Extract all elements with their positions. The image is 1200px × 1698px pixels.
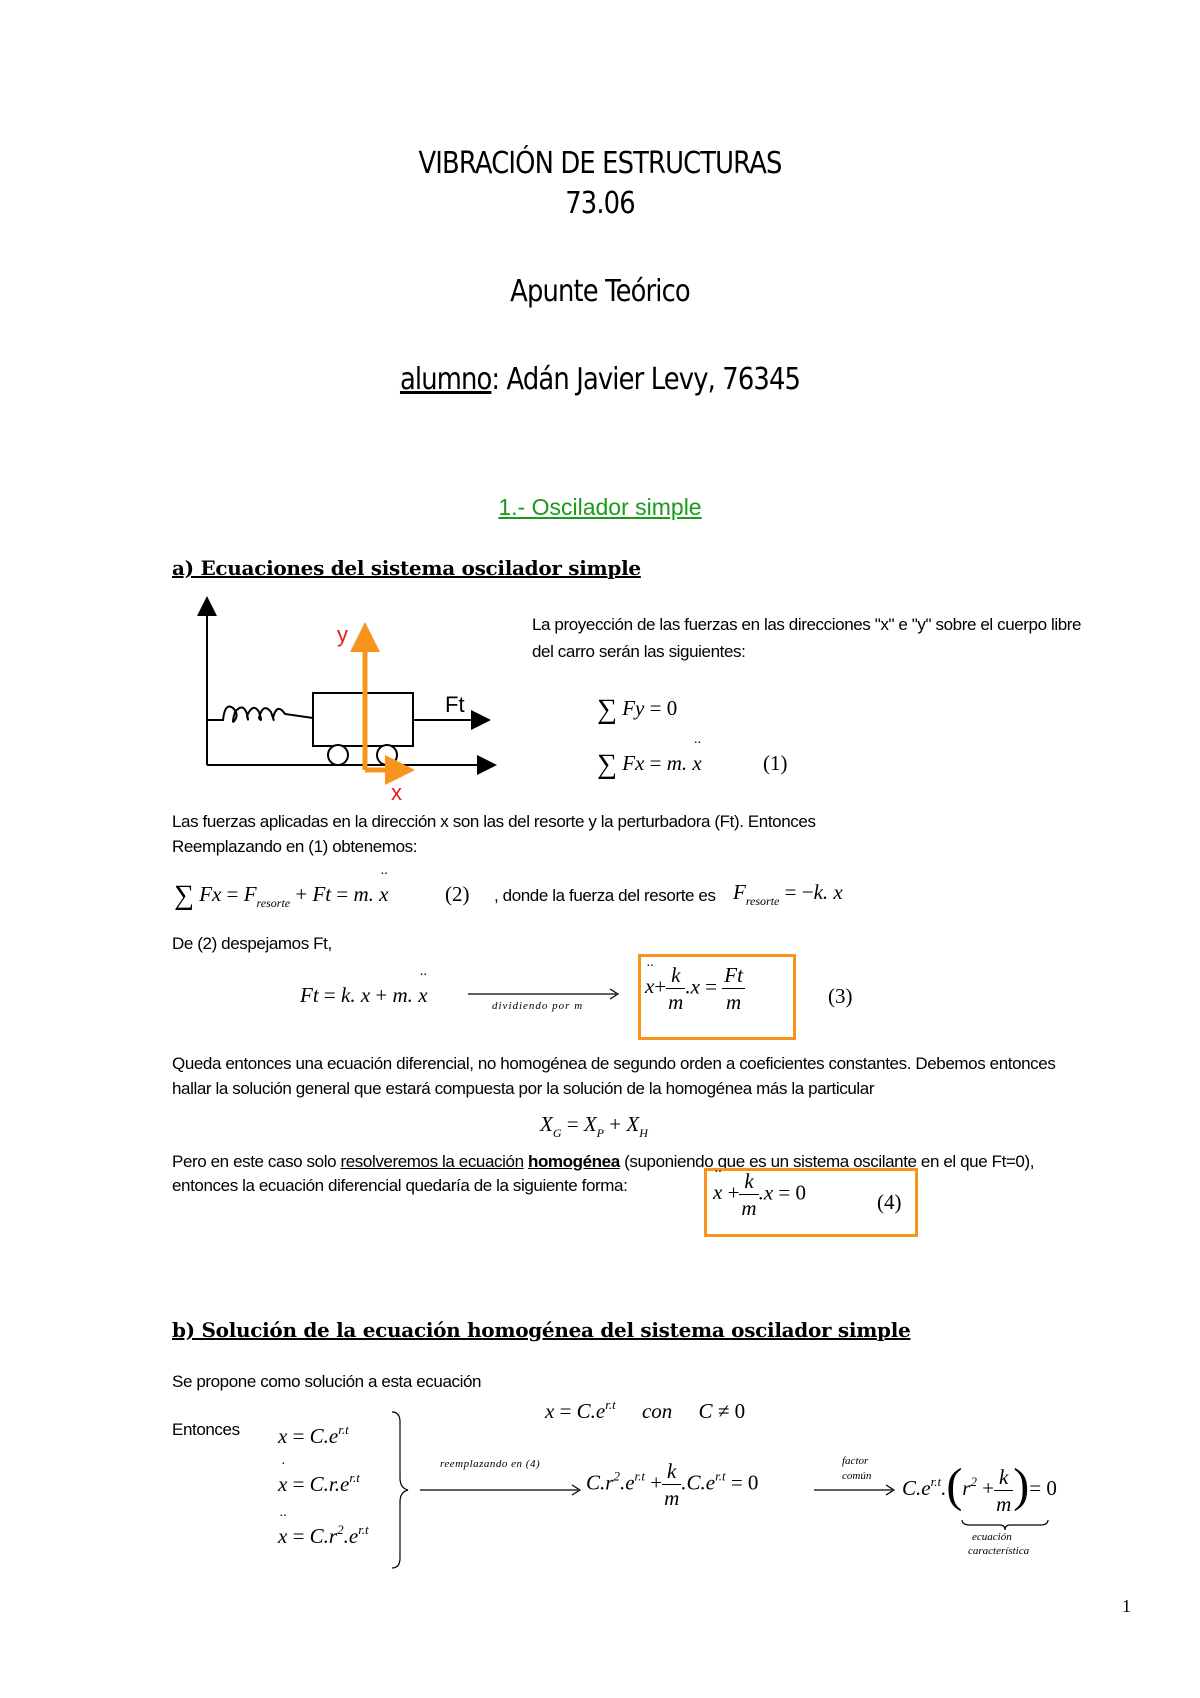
equation-x-ddot: ·· $x = C.r^2.e^{r.t}$ [278, 1522, 369, 1549]
equation-fx: ∑ Fx = m. ·· x [597, 749, 702, 781]
student-line [84, 362, 1116, 397]
equation-fy: ∑ Fy = 0 [597, 694, 678, 725]
spring [207, 707, 313, 722]
equation-label-1: (1) [763, 751, 788, 775]
equation-3-left: Ft = k. x + m. ·· x [300, 983, 428, 1008]
arrow-label-factor-1: factor [842, 1455, 869, 1467]
equation-3-right: ·· x+ $\frac{k}{m}$ .x = $\frac{Ft}{m}$ [645, 962, 745, 1015]
course-code: 73.06 [565, 186, 635, 221]
paragraph-differential-2: hallar la solución general que estará compuesta por la solución de la homogénea más la particular [172, 1079, 875, 1098]
paragraph-homogeneous-2: entonces la ecuación diferencial quedaría de la siguiente forma: [172, 1176, 628, 1195]
force-ft-label: Ft [445, 692, 465, 717]
cart-wheel [377, 745, 397, 765]
equation-proposed-solution: $x = C.e^{r.t}$ con C ≠ 0 [545, 1397, 746, 1423]
projection-text-2: del carro serán las siguientes: [532, 642, 746, 661]
subheading-b: b) Solución de la ecuación homogénea del sistema oscilador simple [172, 1318, 911, 1342]
y-axis-label: y [337, 622, 348, 647]
section-title: 1.- Oscilador simple [498, 494, 702, 520]
equation-spring-force: $F_{resorte} = -k$. x [733, 880, 843, 908]
x-axis-label: x [391, 780, 402, 805]
text-segment: Pero en este caso solo [172, 1152, 341, 1171]
equation-characteristic: $C.e^{r.t}.(r^2$ + $\frac{k}{m}$ )= 0 [902, 1459, 1057, 1516]
equation-label-4: (4) [877, 1190, 902, 1214]
document-title: VIBRACIÓN DE ESTRUCTURAS [418, 146, 782, 181]
cart-wheel [328, 745, 348, 765]
projection-text-1: La proyección de las fuerzas en las direcciones "x" e "y" sobre el cuerpo libre [532, 615, 1082, 634]
entonces-label: Entonces [172, 1420, 240, 1439]
student-label: alumno [399, 362, 492, 397]
underbrace-label-1: ecuación [972, 1531, 1012, 1543]
paragraph-proposed-solution: Se propone como solución a esta ecuación [172, 1372, 482, 1391]
text-segment-bold: homogénea [527, 1152, 620, 1171]
arrow-label-factor-2: común [842, 1470, 872, 1482]
arrow-label-substitute: reemplazando en (4) [440, 1458, 541, 1470]
arrow-label-divide: dividiendo por m [492, 1000, 584, 1012]
underbrace-label-2: característica [968, 1545, 1030, 1557]
document-subtitle: Apunte Teórico [510, 274, 690, 309]
underbrace [960, 1518, 1050, 1532]
equation-4: ·· x + $\frac{k}{m}$ .x = 0 [713, 1168, 806, 1221]
oscillator-diagram [195, 590, 515, 805]
text-segment-underlined: resolveremos la ecuación [340, 1152, 524, 1171]
equation-label-3: (3) [828, 984, 853, 1008]
spring-force-text: , donde la fuerza del resorte es [494, 886, 716, 905]
arrow-substitute [418, 1470, 588, 1500]
equation-x: $x = C.e^{r.t}$ [278, 1422, 349, 1448]
right-brace [390, 1410, 420, 1570]
paragraph-differential-1: Queda entonces una ecuación diferencial, no homogénea de segundo orden a coeficientes constantes. Debemos entonces [172, 1054, 1056, 1073]
text-segment: (suponiendo que es un sistema oscilante en el que Ft=0), [619, 1152, 1035, 1171]
subheading-a: a) Ecuaciones del sistema oscilador simple [172, 556, 641, 580]
equation-substituted: $C.r^2.e^{r.t}$ + $\frac{k}{m}$ $.C.e^{r.t} = 0$ [586, 1459, 759, 1510]
paragraph-forces-1: Las fuerzas aplicadas en la dirección x son las del resorte y la perturbadora (Ft). Entonces [172, 812, 816, 831]
equation-x-dot: · $x = C.r.e^{r.t}$ [278, 1470, 360, 1497]
equation-general-solution: $X_G = X_P + X_H$ [540, 1112, 648, 1140]
page-number: 1 [1122, 1596, 1131, 1616]
equation-label-2: (2) [445, 882, 470, 906]
paragraph-forces-2: Reemplazando en (1) obtenemos: [172, 837, 418, 856]
student-name: : Adán Javier Levy, 76345 [491, 362, 801, 397]
paragraph-solve-ft: De (2) despejamos Ft, [172, 934, 332, 953]
equation-2: ∑ $Fx = F_{resorte} + Ft = m$. ·· x [174, 880, 388, 912]
